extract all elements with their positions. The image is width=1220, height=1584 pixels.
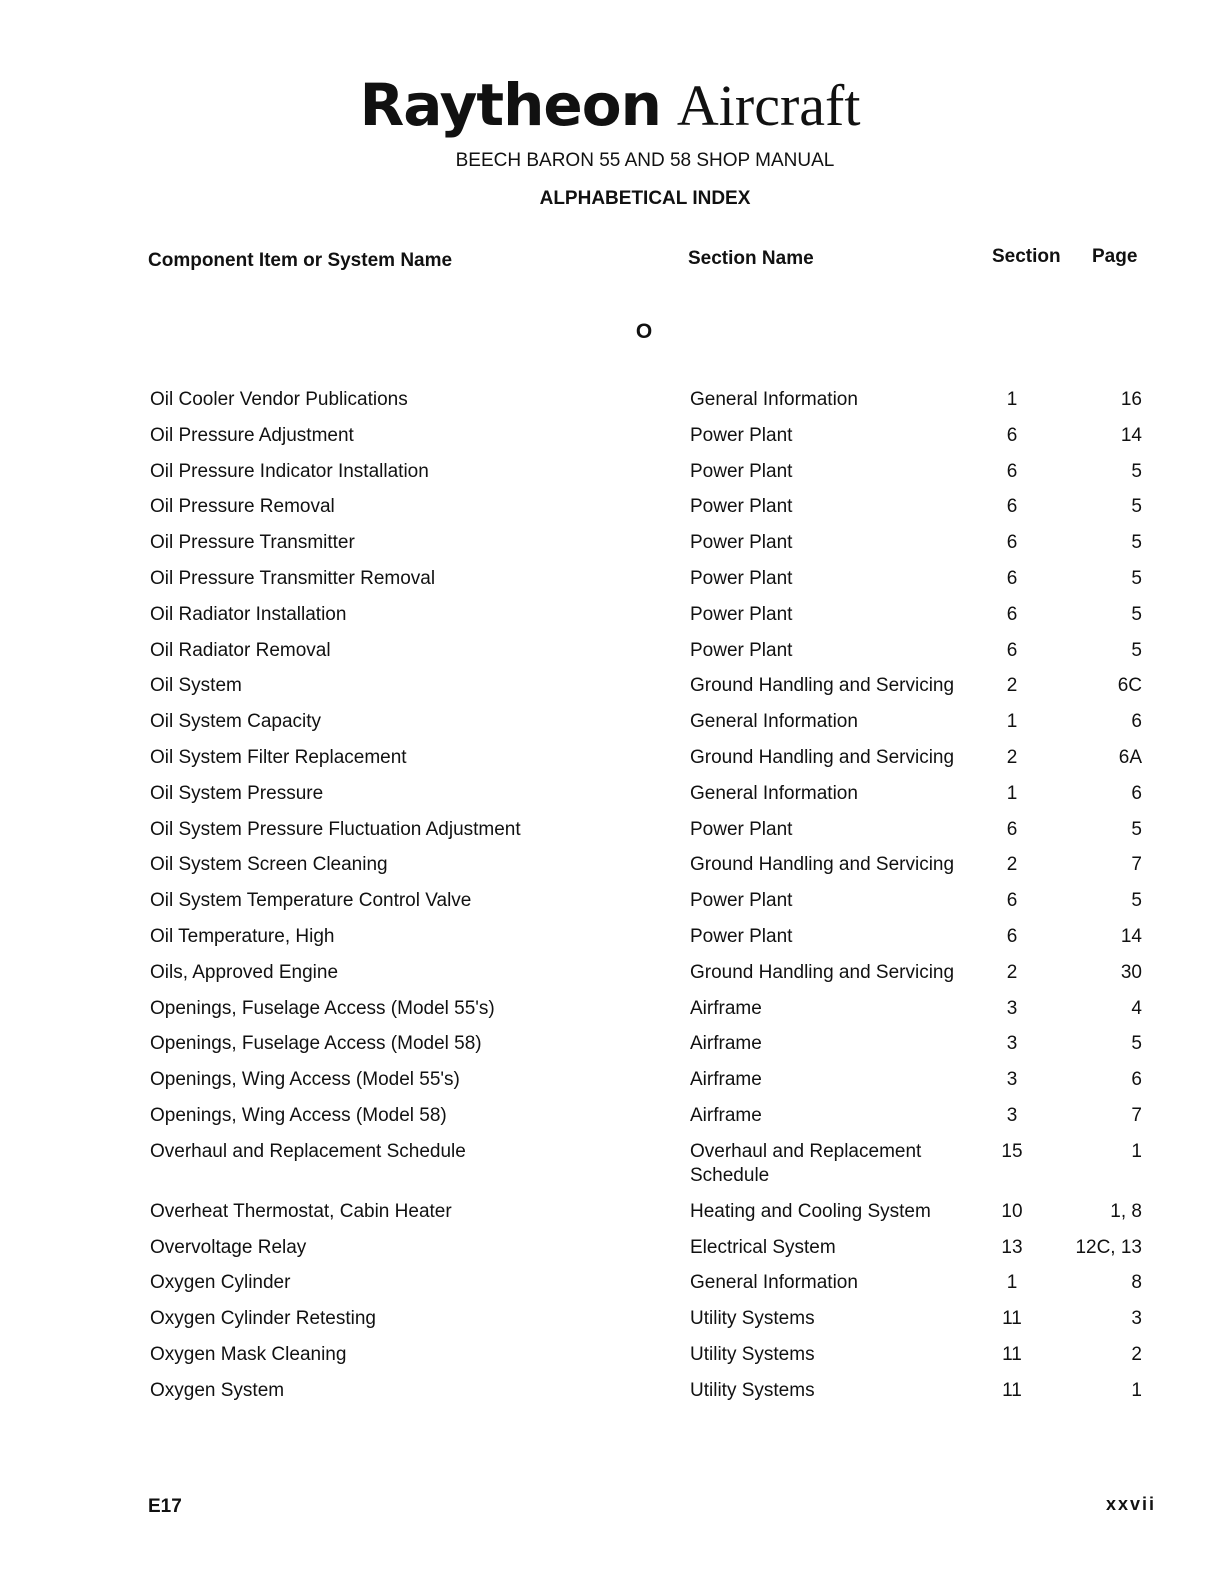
column-header-section: Section bbox=[992, 246, 1061, 267]
index-section-number: 3 bbox=[1006, 997, 1018, 1019]
index-section-name: Power Plant bbox=[690, 460, 793, 482]
index-section-name: Ground Handling and Servicing bbox=[690, 854, 955, 876]
index-section-number: 3 bbox=[1006, 1069, 1018, 1091]
index-page-number: 1 bbox=[1131, 1140, 1142, 1162]
index-row bbox=[0, 782, 1220, 818]
index-item-name: Oil Pressure Adjustment bbox=[150, 424, 354, 446]
index-section-number: 11 bbox=[1002, 1379, 1022, 1401]
index-item-name: Openings, Wing Access (Model 58) bbox=[150, 1104, 447, 1126]
index-row bbox=[0, 603, 1220, 639]
index-section-number: 6 bbox=[1006, 460, 1018, 482]
index-section-name: Ground Handling and Servicing bbox=[690, 746, 955, 768]
index-row bbox=[0, 746, 1220, 782]
index-section-number: 6 bbox=[1006, 567, 1018, 589]
index-row bbox=[0, 853, 1220, 889]
index-section-number: 2 bbox=[1006, 675, 1018, 697]
index-row bbox=[0, 818, 1220, 854]
index-section-name: Power Plant bbox=[690, 567, 793, 589]
index-section-number: 1 bbox=[1006, 1272, 1018, 1294]
index-section-name: Power Plant bbox=[690, 818, 793, 840]
index-page-number: 6A bbox=[1118, 746, 1142, 768]
index-section-number: 1 bbox=[1006, 711, 1018, 733]
index-section-name: Power Plant bbox=[690, 532, 793, 554]
index-row bbox=[0, 1032, 1220, 1068]
index-row bbox=[0, 531, 1220, 567]
index-item-name: Oils, Approved Engine bbox=[150, 961, 339, 983]
index-item-name: Oil Cooler Vendor Publications bbox=[150, 389, 408, 410]
index-row bbox=[0, 1379, 1220, 1415]
index-page-number: 7 bbox=[1131, 854, 1142, 876]
index-section-name: Airframe bbox=[690, 997, 762, 1019]
index-section-number: 6 bbox=[1006, 603, 1018, 625]
index-section-name: Electrical System bbox=[690, 1236, 836, 1258]
index-page-number: 12C, 13 bbox=[1075, 1236, 1142, 1258]
index-section-name: Power Plant bbox=[690, 890, 793, 912]
index-row bbox=[0, 961, 1220, 997]
index-page-number: 5 bbox=[1131, 460, 1142, 482]
index-item-name: Oil System Screen Cleaning bbox=[150, 854, 388, 876]
index-page-number: 8 bbox=[1131, 1272, 1142, 1294]
index-page-number: 5 bbox=[1131, 639, 1142, 661]
index-row bbox=[0, 997, 1220, 1033]
index-section-number: 1 bbox=[1006, 782, 1018, 804]
index-page-number: 30 bbox=[1120, 961, 1142, 983]
index-section-name: Ground Handling and Servicing bbox=[690, 961, 955, 983]
index-row bbox=[0, 710, 1220, 746]
index-section-number: 6 bbox=[1006, 890, 1018, 912]
index-item-name: Oil Pressure Transmitter bbox=[150, 532, 355, 554]
index-section-number: 11 bbox=[1002, 1308, 1022, 1330]
index-page-number: 6 bbox=[1131, 711, 1142, 733]
index-section-name: Overhaul and Replacement Schedule bbox=[690, 1140, 922, 1186]
index-item-name: Openings, Fuselage Access (Model 58) bbox=[150, 1033, 482, 1055]
index-page-number: 4 bbox=[1131, 997, 1142, 1019]
index-item-name: Overvoltage Relay bbox=[150, 1236, 307, 1258]
index-page-number: 6 bbox=[1131, 782, 1142, 804]
index-section-name: Utility Systems bbox=[690, 1308, 815, 1330]
index-section-number: 10 bbox=[1001, 1200, 1023, 1222]
index-page-number: 5 bbox=[1131, 567, 1142, 589]
index-item-name: Oil System Filter Replacement bbox=[150, 746, 407, 768]
index-row bbox=[0, 1104, 1220, 1140]
column-header-page: Page bbox=[1092, 246, 1138, 267]
index-page-number: 5 bbox=[1131, 532, 1142, 554]
index-item-name: Oxygen System bbox=[150, 1379, 285, 1401]
index-item-name: Oil Pressure Removal bbox=[150, 496, 335, 518]
index-section-number: 6 bbox=[1006, 818, 1018, 840]
index-page-number: 2 bbox=[1131, 1343, 1142, 1365]
index-row bbox=[0, 495, 1220, 531]
index-section-name: Airframe bbox=[690, 1033, 762, 1055]
index-section-number: 13 bbox=[1001, 1236, 1023, 1258]
index-table bbox=[0, 388, 1220, 1415]
index-row bbox=[0, 460, 1220, 496]
index-section-number: 6 bbox=[1006, 424, 1018, 446]
index-title: ALPHABETICAL INDEX bbox=[539, 188, 751, 209]
index-row bbox=[0, 889, 1220, 925]
index-section-number: 6 bbox=[1006, 496, 1018, 518]
index-section-name: Airframe bbox=[690, 1104, 762, 1126]
logo-brand: Raytheon bbox=[359, 71, 661, 139]
index-section-name: General Information bbox=[690, 711, 858, 733]
index-section-name: Utility Systems bbox=[690, 1343, 815, 1365]
index-section-name: Power Plant bbox=[690, 603, 793, 625]
column-header-name: Component Item or System Name bbox=[148, 250, 453, 271]
index-item-name: Overhaul and Replacement Schedule bbox=[150, 1140, 466, 1162]
index-page-number: 5 bbox=[1131, 818, 1142, 840]
index-item-name: Oil Radiator Installation bbox=[150, 603, 347, 625]
index-section-name: Power Plant bbox=[690, 639, 793, 661]
index-page-number: 7 bbox=[1131, 1104, 1142, 1126]
index-row bbox=[0, 925, 1220, 961]
index-page-number: 5 bbox=[1131, 496, 1142, 518]
index-section-name: Ground Handling and Servicing bbox=[690, 675, 955, 697]
index-section-name: General Information bbox=[690, 389, 858, 410]
index-item-name: Oil Radiator Removal bbox=[150, 639, 331, 661]
index-section-number: 6 bbox=[1006, 639, 1018, 661]
index-item-name: Openings, Fuselage Access (Model 55's) bbox=[150, 997, 495, 1019]
index-section-name: Utility Systems bbox=[690, 1379, 815, 1401]
index-row bbox=[0, 1343, 1220, 1379]
index-section-number: 3 bbox=[1006, 1104, 1018, 1126]
index-section-name: General Information bbox=[690, 1272, 858, 1294]
index-row bbox=[0, 1271, 1220, 1307]
index-section-name: Airframe bbox=[690, 1069, 762, 1091]
index-page-number: 14 bbox=[1120, 424, 1142, 446]
index-item-name: Oil System bbox=[150, 675, 242, 697]
index-page-number: 6 bbox=[1131, 1069, 1142, 1091]
index-row bbox=[0, 1140, 1220, 1200]
index-item-name: Oil System Capacity bbox=[150, 711, 322, 733]
index-item-name: Openings, Wing Access (Model 55's) bbox=[150, 1069, 460, 1091]
manual-title: BEECH BARON 55 AND 58 SHOP MANUAL bbox=[455, 150, 835, 171]
index-section-name: Power Plant bbox=[690, 925, 793, 947]
index-row bbox=[0, 1307, 1220, 1343]
index-page-number: 6C bbox=[1117, 675, 1142, 697]
index-row bbox=[0, 639, 1220, 675]
index-section-name: General Information bbox=[690, 782, 858, 804]
index-row bbox=[0, 1200, 1220, 1236]
index-page-number: 1 bbox=[1131, 1379, 1142, 1401]
index-letter-heading: O bbox=[635, 320, 653, 343]
index-page-number: 5 bbox=[1131, 603, 1142, 625]
index-row bbox=[0, 674, 1220, 710]
index-section-number: 2 bbox=[1006, 746, 1018, 768]
raytheon-logo bbox=[0, 72, 1220, 139]
index-item-name: Oxygen Cylinder Retesting bbox=[150, 1308, 376, 1330]
index-item-name: Oil System Temperature Control Valve bbox=[150, 890, 472, 912]
index-page-number: 1, 8 bbox=[1110, 1200, 1142, 1222]
index-row bbox=[0, 388, 1220, 424]
index-page-number: 3 bbox=[1131, 1308, 1142, 1330]
index-page-number: 5 bbox=[1131, 890, 1142, 912]
index-row bbox=[0, 1236, 1220, 1272]
footer-page-number: xxvii bbox=[1105, 1494, 1156, 1514]
index-page-number: 14 bbox=[1120, 925, 1142, 947]
index-section-number: 6 bbox=[1006, 532, 1018, 554]
index-row bbox=[0, 567, 1220, 603]
footer-revision-code: E17 bbox=[148, 1496, 182, 1517]
index-item-name: Oxygen Mask Cleaning bbox=[150, 1343, 347, 1365]
index-section-number: 15 bbox=[1001, 1140, 1023, 1162]
index-item-name: Oxygen Cylinder bbox=[150, 1272, 291, 1294]
index-item-name: Oil Pressure Indicator Installation bbox=[150, 460, 429, 482]
index-item-name: Overheat Thermostat, Cabin Heater bbox=[150, 1200, 452, 1222]
index-section-name: Power Plant bbox=[690, 496, 793, 518]
index-section-number: 11 bbox=[1002, 1343, 1022, 1365]
index-row bbox=[0, 1068, 1220, 1104]
index-page-number: 16 bbox=[1120, 389, 1142, 410]
index-page-number: 5 bbox=[1131, 1033, 1142, 1055]
index-section-number: 1 bbox=[1006, 389, 1018, 410]
index-section-number: 2 bbox=[1006, 854, 1018, 876]
index-row bbox=[0, 424, 1220, 460]
index-section-name: Heating and Cooling System bbox=[690, 1200, 931, 1222]
index-item-name: Oil Temperature, High bbox=[150, 925, 335, 947]
index-section-number: 2 bbox=[1006, 961, 1018, 983]
column-header-section-name: Section Name bbox=[688, 248, 814, 269]
logo-aircraft: Aircraft bbox=[676, 73, 861, 138]
index-section-number: 6 bbox=[1006, 925, 1018, 947]
index-item-name: Oil System Pressure bbox=[150, 782, 324, 804]
index-section-name: Power Plant bbox=[690, 424, 793, 446]
index-item-name: Oil System Pressure Fluctuation Adjustment bbox=[150, 818, 521, 840]
index-section-number: 3 bbox=[1006, 1033, 1018, 1055]
index-item-name: Oil Pressure Transmitter Removal bbox=[150, 567, 436, 589]
